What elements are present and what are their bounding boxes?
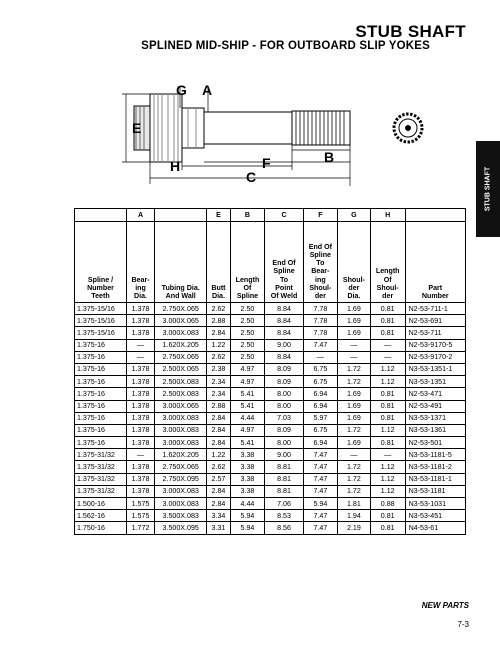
table-cell: 1.72 (337, 376, 370, 388)
table-cell: 0.81 (370, 522, 405, 534)
table-cell: 2.62 (207, 303, 230, 315)
table-cell: — (337, 351, 370, 363)
table-cell: 1.378 (127, 400, 155, 412)
table-cell: 8.84 (265, 303, 303, 315)
table-cell: 1.378 (127, 376, 155, 388)
table-row (75, 376, 466, 388)
table-cell: N3-53-1031 (405, 498, 465, 510)
table-cell: N3-53-1351-1 (405, 363, 465, 375)
table-cell: 0.81 (370, 412, 405, 424)
table-cell: 1.375-16 (75, 363, 127, 375)
table-cell: 1.69 (337, 400, 370, 412)
table-cell: 1.378 (127, 412, 155, 424)
bearing-shoulder (182, 108, 204, 148)
table-cell: N2-53-9170-2 (405, 351, 465, 363)
table-row (75, 303, 466, 315)
dimension-letter-row (75, 209, 466, 222)
table-cell: 2.62 (207, 351, 230, 363)
table-cell: 1.375-15/16 (75, 303, 127, 315)
table-cell: N3-53-1351 (405, 376, 465, 388)
table-cell: 1.772 (127, 522, 155, 534)
table-cell: 5.94 (303, 498, 337, 510)
table-cell: 1.72 (337, 485, 370, 497)
table-cell: 7.78 (303, 303, 337, 315)
table-cell: 1.620X.205 (155, 449, 207, 461)
table-cell: 7.06 (265, 498, 303, 510)
table-row (75, 473, 466, 485)
table-cell: 2.50 (230, 339, 265, 351)
table-cell: 8.84 (265, 327, 303, 339)
table-cell: 3.000X.083 (155, 424, 207, 436)
table-cell: 0.81 (370, 510, 405, 522)
table-cell: 0.81 (370, 303, 405, 315)
dim-label-e: E (132, 120, 142, 136)
butt-section (150, 94, 182, 162)
table-cell: 5.41 (230, 400, 265, 412)
table-cell: 1.375-15/16 (75, 327, 127, 339)
table-cell: 3.000X.065 (155, 400, 207, 412)
table-cell: 1.378 (127, 485, 155, 497)
table-row (75, 522, 466, 534)
table-cell: 1.375-31/32 (75, 473, 127, 485)
table-cell: 1.12 (370, 461, 405, 473)
stub-shaft-spec-table (74, 208, 466, 535)
table-cell: N3-53-1181-5 (405, 449, 465, 461)
table-cell: 1.69 (337, 315, 370, 327)
table-cell: 6.75 (303, 363, 337, 375)
table-cell: 1.378 (127, 461, 155, 473)
table-cell: 1.750-16 (75, 522, 127, 534)
table-cell: N3-53-1361 (405, 424, 465, 436)
table-cell: — (303, 351, 337, 363)
table-cell: 1.378 (127, 315, 155, 327)
dimension-letter-cell (75, 209, 127, 222)
table-cell: 1.12 (370, 376, 405, 388)
table-cell: 0.81 (370, 327, 405, 339)
table-cell: 8.00 (265, 437, 303, 449)
table-cell: 1.562-16 (75, 510, 127, 522)
table-cell: 4.97 (230, 363, 265, 375)
dimension-letter-cell: H (370, 209, 405, 222)
table-cell: 9.00 (265, 449, 303, 461)
table-cell: 1.378 (127, 388, 155, 400)
stub-shaft-diagram (118, 78, 448, 190)
table-cell: 0.81 (370, 388, 405, 400)
table-cell: N3-53-1181-1 (405, 473, 465, 485)
table-cell: 1.375-16 (75, 339, 127, 351)
table-row (75, 461, 466, 473)
table-cell: 4.97 (230, 424, 265, 436)
table-cell: 5.94 (230, 522, 265, 534)
section-tab (476, 141, 500, 237)
table-cell: 1.12 (370, 473, 405, 485)
table-cell: 1.575 (127, 510, 155, 522)
table-cell: 3.38 (230, 473, 265, 485)
table-cell: 0.88 (370, 498, 405, 510)
table-cell: N3-53-1181-2 (405, 461, 465, 473)
table-cell: 1.69 (337, 388, 370, 400)
dim-label-g: G (176, 82, 187, 98)
table-cell: 2.500X.065 (155, 363, 207, 375)
table-cell: — (337, 449, 370, 461)
table-cell: 4.97 (230, 376, 265, 388)
dimension-letter-cell: C (265, 209, 303, 222)
table-row (75, 449, 466, 461)
table-cell: 2.50 (230, 327, 265, 339)
table-cell: 1.575 (127, 498, 155, 510)
dimension-letter-cell: B (230, 209, 265, 222)
table-row (75, 437, 466, 449)
table-cell: — (370, 351, 405, 363)
column-header: Spline / Number Teeth (75, 222, 127, 303)
table-cell: 3.38 (230, 461, 265, 473)
table-cell: 2.84 (207, 437, 230, 449)
table-cell: 3.34 (207, 510, 230, 522)
table-cell: N4-53-61 (405, 522, 465, 534)
table-cell: 3.38 (230, 485, 265, 497)
table-cell: N2-53-491 (405, 400, 465, 412)
table-cell: 3.000X.065 (155, 315, 207, 327)
table-cell: 9.00 (265, 339, 303, 351)
table-cell: 6.94 (303, 437, 337, 449)
table-cell: 3.000X.083 (155, 412, 207, 424)
table-cell: 1.375-16 (75, 412, 127, 424)
table-row (75, 363, 466, 375)
table-cell: 2.750X.065 (155, 351, 207, 363)
page-title: STUB SHAFT (355, 22, 466, 41)
table-cell: 2.38 (207, 363, 230, 375)
table-cell: 5.94 (230, 510, 265, 522)
table-cell: 7.47 (303, 510, 337, 522)
table-cell: 7.47 (303, 461, 337, 473)
table-cell: 1.12 (370, 424, 405, 436)
table-cell: 3.500X.083 (155, 510, 207, 522)
table-row (75, 498, 466, 510)
table-cell: 1.72 (337, 461, 370, 473)
table-row (75, 339, 466, 351)
table-cell: 2.84 (207, 412, 230, 424)
table-cell: 3.500X.095 (155, 522, 207, 534)
table-cell: 1.375-31/32 (75, 449, 127, 461)
table-cell: 0.81 (370, 315, 405, 327)
table-cell: 2.62 (207, 461, 230, 473)
table-cell: N2-53-9170-5 (405, 339, 465, 351)
table-cell: 1.500-16 (75, 498, 127, 510)
column-header: Shoul- der Dia. (337, 222, 370, 303)
table-cell: 1.375-15/16 (75, 315, 127, 327)
table-cell: 1.378 (127, 327, 155, 339)
table-cell: N2-53-691 (405, 315, 465, 327)
table-cell: 1.81 (337, 498, 370, 510)
table-row (75, 510, 466, 522)
spline-end-view (394, 114, 422, 142)
table-cell: 2.50 (230, 351, 265, 363)
table-cell: — (370, 449, 405, 461)
table-cell: 1.69 (337, 327, 370, 339)
table-cell: 7.47 (303, 522, 337, 534)
dim-label-a: A (202, 82, 213, 98)
table-cell: 1.378 (127, 303, 155, 315)
table-cell: — (370, 339, 405, 351)
table-cell: 7.47 (303, 473, 337, 485)
table-cell: 2.19 (337, 522, 370, 534)
column-header: Part Number (405, 222, 465, 303)
table-cell: 4.44 (230, 412, 265, 424)
table-row (75, 327, 466, 339)
table-cell: 8.81 (265, 473, 303, 485)
dim-label-h: H (170, 158, 181, 174)
column-header: Bear- ing Dia. (127, 222, 155, 303)
table-cell: 2.50 (230, 315, 265, 327)
spline-section (292, 111, 350, 145)
table-cell: — (127, 449, 155, 461)
table-cell: 1.375-16 (75, 351, 127, 363)
table-cell: 1.378 (127, 437, 155, 449)
table-cell: N2-53-711 (405, 327, 465, 339)
dimension-letter-cell: F (303, 209, 337, 222)
table-cell: 1.72 (337, 363, 370, 375)
table-cell: 8.09 (265, 363, 303, 375)
dimension-letter-cell: A (127, 209, 155, 222)
new-parts-note: NEW PARTS (421, 601, 469, 610)
table-cell: 1.375-16 (75, 376, 127, 388)
table-cell: 3.000X.083 (155, 437, 207, 449)
table-cell: 8.09 (265, 424, 303, 436)
table-cell: 1.620X.205 (155, 339, 207, 351)
table-cell: 1.378 (127, 363, 155, 375)
table-cell: 1.22 (207, 449, 230, 461)
dimension-letter-cell: G (337, 209, 370, 222)
table-cell: 8.00 (265, 388, 303, 400)
table-cell: 7.03 (265, 412, 303, 424)
table-cell: N2-53-471 (405, 388, 465, 400)
table-cell: 7.47 (303, 339, 337, 351)
table-cell: 5.41 (230, 388, 265, 400)
table-cell: 7.78 (303, 315, 337, 327)
table-cell: 1.375-31/32 (75, 461, 127, 473)
table-cell: 3.000X.083 (155, 485, 207, 497)
table-row (75, 351, 466, 363)
table-cell: 2.50 (230, 303, 265, 315)
table-cell: 1.375-16 (75, 437, 127, 449)
table-cell: 3.38 (230, 449, 265, 461)
table-cell: 1.375-16 (75, 388, 127, 400)
table-cell: 1.94 (337, 510, 370, 522)
dim-label-f: F (262, 155, 271, 171)
table-cell: 1.378 (127, 424, 155, 436)
table-cell: — (127, 339, 155, 351)
table-row (75, 412, 466, 424)
table-cell: 2.500X.083 (155, 376, 207, 388)
dimension-letter-cell: E (207, 209, 230, 222)
table-cell: N3-53-451 (405, 510, 465, 522)
table-cell: 2.88 (207, 315, 230, 327)
column-header: Tubing Dia. And Wall (155, 222, 207, 303)
table-cell: N3-53-1181 (405, 485, 465, 497)
table-cell: 0.81 (370, 437, 405, 449)
table-cell: N2-53-501 (405, 437, 465, 449)
table-cell: 3.31 (207, 522, 230, 534)
table-cell: 6.75 (303, 376, 337, 388)
column-header: Length Of Spline (230, 222, 265, 303)
table-cell: 7.47 (303, 485, 337, 497)
table-cell: 2.750X.095 (155, 473, 207, 485)
table-cell: 3.000X.083 (155, 327, 207, 339)
table-cell: 1.378 (127, 473, 155, 485)
column-header-row (75, 222, 466, 303)
shaft-body (204, 112, 292, 144)
table-row (75, 388, 466, 400)
table-cell: 1.12 (370, 363, 405, 375)
table-cell: 8.56 (265, 522, 303, 534)
table-cell: 8.00 (265, 400, 303, 412)
table-cell: 8.53 (265, 510, 303, 522)
table-cell: 4.44 (230, 498, 265, 510)
table-cell: 6.75 (303, 424, 337, 436)
table-cell: 1.72 (337, 424, 370, 436)
table-cell: 2.84 (207, 327, 230, 339)
table-cell: — (337, 339, 370, 351)
table-cell: 5.97 (303, 412, 337, 424)
table-cell: 1.69 (337, 303, 370, 315)
table-cell: 3.000X.083 (155, 498, 207, 510)
table-cell: 6.94 (303, 388, 337, 400)
table-cell: 1.12 (370, 485, 405, 497)
table-cell: 8.84 (265, 351, 303, 363)
section-tab-label: STUB SHAFT (484, 166, 492, 212)
table-cell: 6.94 (303, 400, 337, 412)
table-cell: 2.500X.083 (155, 388, 207, 400)
table-row (75, 400, 466, 412)
table-cell: 1.69 (337, 412, 370, 424)
table-row (75, 315, 466, 327)
table-cell: 1.375-16 (75, 400, 127, 412)
table-cell: 2.750X.065 (155, 461, 207, 473)
column-header: End Of Spline To Bear- ing Shoul- der (303, 222, 337, 303)
table-row (75, 485, 466, 497)
table-cell: 5.41 (230, 437, 265, 449)
table-cell: 7.47 (303, 449, 337, 461)
dimension-letter-cell (155, 209, 207, 222)
table-cell: 2.88 (207, 400, 230, 412)
table-cell: 2.57 (207, 473, 230, 485)
table-cell: 1.375-16 (75, 424, 127, 436)
dimension-letter-cell (405, 209, 465, 222)
page-number: 7-3 (457, 620, 469, 629)
column-header: End Of Spline To Point Of Weld (265, 222, 303, 303)
table-cell: N3-53-1371 (405, 412, 465, 424)
table-cell: 8.81 (265, 485, 303, 497)
dim-label-b: B (324, 149, 335, 165)
table-row (75, 424, 466, 436)
table-cell: 1.375-31/32 (75, 485, 127, 497)
table-cell: 1.72 (337, 473, 370, 485)
column-header: Butt Dia. (207, 222, 230, 303)
table-cell: N2-53-711-1 (405, 303, 465, 315)
table-cell: 2.84 (207, 485, 230, 497)
table-cell: 2.84 (207, 498, 230, 510)
table-cell: 0.81 (370, 400, 405, 412)
dim-label-c: C (246, 169, 257, 185)
table-cell: 1.22 (207, 339, 230, 351)
page-subtitle: SPLINED MID-SHIP - FOR OUTBOARD SLIP YOKES (141, 40, 430, 52)
table-cell: 7.78 (303, 327, 337, 339)
table-cell: 8.84 (265, 315, 303, 327)
table-cell: 2.34 (207, 376, 230, 388)
table-cell: 8.81 (265, 461, 303, 473)
table-cell: 2.750X.065 (155, 303, 207, 315)
table-cell: 1.69 (337, 437, 370, 449)
table-cell: 2.84 (207, 424, 230, 436)
table-cell: — (127, 351, 155, 363)
column-header: Length Of Shoul- der (370, 222, 405, 303)
table-cell: 2.34 (207, 388, 230, 400)
table-cell: 8.09 (265, 376, 303, 388)
